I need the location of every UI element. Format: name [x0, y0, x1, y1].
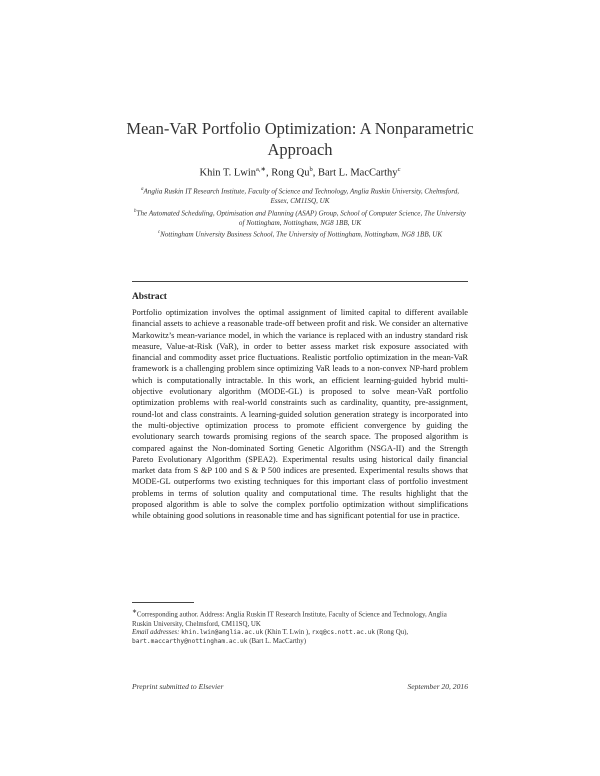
paper-title	[100, 118, 500, 160]
email-owner: (Rong Qu),	[376, 629, 409, 636]
affiliation-c	[132, 228, 468, 240]
abstract-top-rule	[132, 281, 468, 282]
title-line-1: Mean-VaR Portfolio Optimization: A Nonparametric	[126, 119, 474, 138]
footnote-corresponding	[132, 608, 468, 629]
preprint-date: September 20, 2016	[407, 682, 468, 691]
author-mark: a,∗	[256, 166, 266, 173]
affiliation-text: Nottingham University Business School, The University of Nottingham, Nottingham, NG8 1BB, UK	[160, 230, 443, 239]
author-name: Bart L. MacCarthy	[317, 167, 398, 179]
title-line-2: Approach	[267, 140, 333, 159]
abstract-heading: Abstract	[132, 292, 167, 302]
email-link[interactable]: bart.maccarthy@nottingham.ac.uk	[132, 638, 248, 646]
affiliation-mark: a	[140, 187, 144, 192]
affiliation-mark: b	[134, 209, 137, 214]
footnote-emails	[132, 628, 468, 647]
author-name: Khin T. Lwin	[199, 167, 257, 179]
author-mark: b	[309, 166, 313, 173]
email-owner: (Bart L. MacCarthy)	[249, 638, 307, 646]
footnote-rule	[132, 602, 194, 603]
abstract-body: Portfolio optimization involves the optimal assignment of limited capital to different available financial assets to achieve a reasonable trade-off between profit and risk. We consider an alternative Markowitz’s mean-variance model, in which the variance is replaced with an industry standard risk measure, Value-at-Risk (VaR), in order to better assess market risk exposure associated with financial and commodity asset price fluctuations. Realistic portfolio optimization in the mean-VaR framework is a challenging problem since optimizing VaR leads to a non-convex NP-hard problem which is computationally intractable. In this work, an efficient learning-guided hybrid multi-objective evolutionary algorithm (MODE-GL) is proposed to solve mean-VaR portfolio optimization problems with real-world constraints such as cardinality, quantity, pre-assignment, round-lot and class constraints. A learning-guided solution generation strategy is incorporated into the multi-objective optimization process to promote efficient convergence by guiding the evolutionary search towards promising regions of the search space. The proposed algorithm is compared against the Non-dominated Sorting Genetic Algorithm (NSGA-II) and the Strength Pareto Evolutionary Algorithm (SPEA2). Experimental results using historical daily financial market data from S &P 100 and S & P 500 indices are presented. Experimental results shows that MODE-GL outperforms two existing techniques for this important class of portfolio investment problems in terms of solution quality and computational time. The results highlight that the proposed algorithm is able to solve the complex portfolio optimization without simplifications while obtaining good solutions in reasonable time and has significant potential for use in practice.	[132, 308, 468, 521]
email-owner: (Khin T. Lwin ),	[264, 629, 310, 636]
affiliation-mark: c	[157, 230, 161, 235]
email-link[interactable]: rxq@cs.nott.ac.uk	[311, 629, 376, 636]
email-link[interactable]: khin.lwin@anglia.ac.uk	[181, 629, 264, 636]
affiliation-a	[132, 185, 468, 206]
author-mark: c	[397, 166, 401, 173]
affiliation-text: Anglia Ruskin IT Research Institute, Faculty of Science and Technology, Anglia Ruskin University, Chelmsford, Essex, CM11SQ, UK	[143, 187, 460, 205]
author-name: Rong Qu	[271, 167, 310, 179]
footnote-mark: ∗	[132, 609, 137, 615]
corresponding-author-text: Corresponding author. Address: Anglia Ruskin IT Research Institute, Faculty of Science and Technology, Anglia Ruskin University, Chelmsford, CM11SQ, UK	[132, 611, 447, 628]
email-label: Email addresses:	[132, 629, 180, 636]
affiliation-b	[132, 207, 468, 228]
affiliation-text: The Automated Scheduling, Optimisation and Planning (ASAP) Group, School of Computer Science, The University of Nottingham, Nottingham, NG8 1BB, UK	[136, 209, 466, 227]
preprint-note: Preprint submitted to Elsevier	[132, 682, 224, 691]
author-list: Khin T. Lwin$^{a,∗}$, Rong Qu$^b$, Bart L. MacCarthy$^c$	[199, 166, 401, 179]
